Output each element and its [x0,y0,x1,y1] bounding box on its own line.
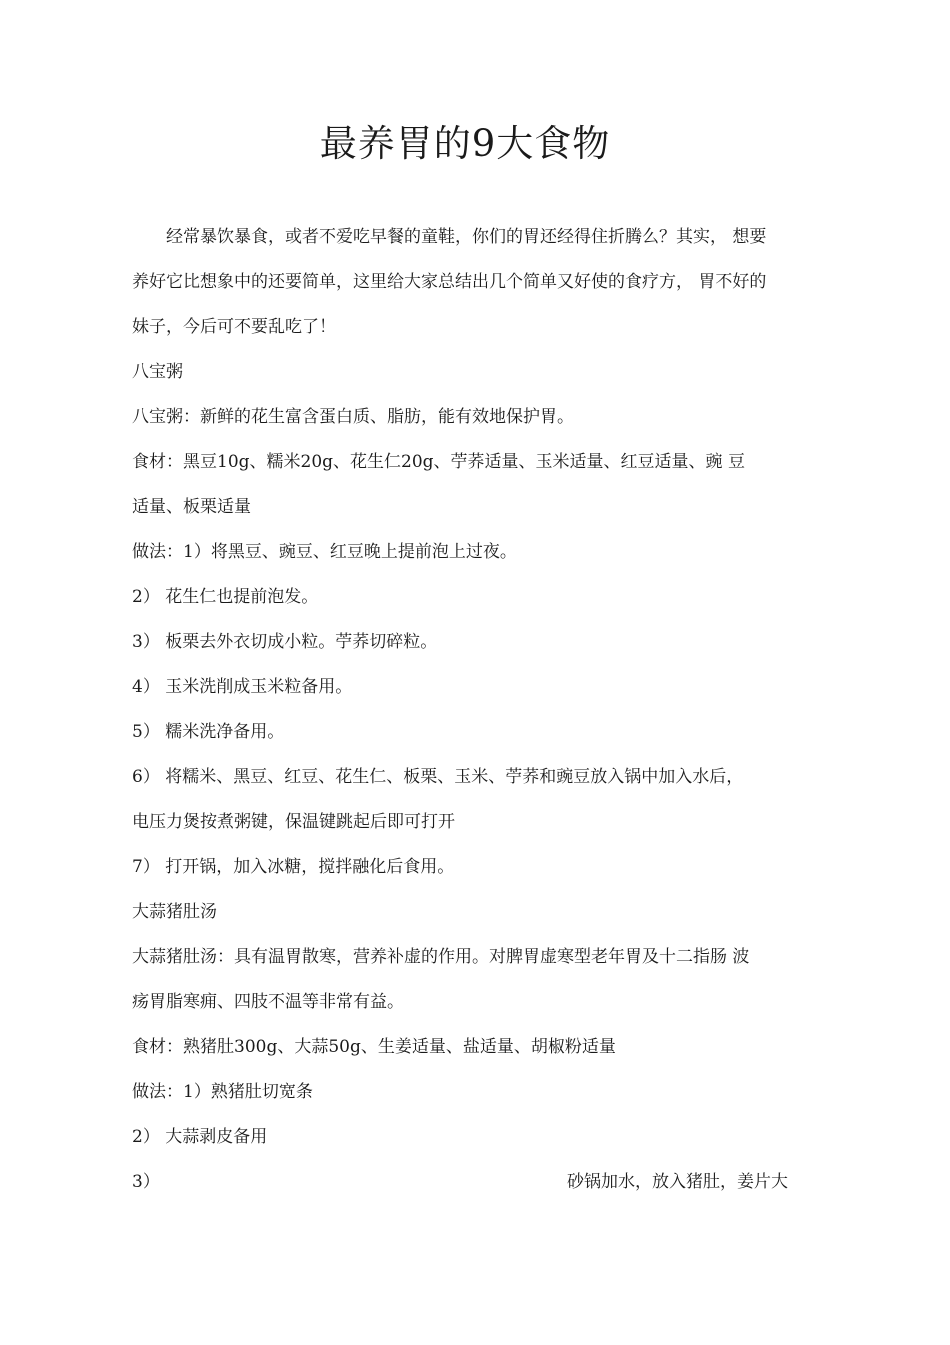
step-line: 做法：1）熟猪肚切宽条 [132,1082,313,1102]
step-line: 电压力煲按煮粥键，保温键跳起后即可打开 [132,812,455,832]
step-line: 2） 花生仁也提前泡发。 [132,587,319,607]
step-number: 3） [132,1172,160,1192]
step-line: 2） 大蒜剥皮备用 [132,1127,268,1147]
step-line: 3） 板栗去外衣切成小粒。苧荞切碎粒。 [132,632,438,652]
document-body [132,220,800,1210]
step-line-3 [132,1165,788,1210]
ingredients-line-1: 食材：黑豆10g、糯米20g、花生仁20g、苧荞适量、玉米适量、红豆适量、豌 豆 [132,452,745,472]
section-heading-babaozhou: 八宝粥 [132,362,183,382]
intro-line-3: 妹子，今后可不要乱吃了！ [132,317,336,337]
section-desc-babaozhou: 八宝粥：新鲜的花生富含蛋白质、脂肪，能有效地保护胃。 [132,407,574,427]
intro-line-2: 养好它比想象中的还要简单，这里给大家总结出几个简单又好使的食疗方， 胃不好的 [132,272,767,292]
step-line: 4） 玉米洗削成玉米粒备用。 [132,677,353,697]
step-line: 6） 将糯米、黑豆、红豆、花生仁、板栗、玉米、苧荞和豌豆放入锅中加入水后， [132,767,744,787]
step-text: 砂锅加水，放入猪肚，姜片大 [567,1172,788,1192]
section-desc-line-2: 疡胃脂寒痈、四肢不温等非常有益。 [132,992,404,1012]
intro-line-1: 经常暴饮暴食，或者不爱吃早餐的童鞋，你们的胃还经得住折腾么？其实， 想要 [166,227,767,247]
step-line: 做法：1）将黑豆、豌豆、红豆晚上提前泡上过夜。 [132,542,517,562]
ingredients-line: 食材：熟猪肚300g、大蒜50g、生姜适量、盐适量、胡椒粉适量 [132,1037,616,1057]
ingredients-line-2: 适量、板栗适量 [132,497,251,517]
section-heading-dasuan-zhudu-tang: 大蒜猪肚汤 [132,902,217,922]
section-desc-line-1: 大蒜猪肚汤：具有温胃散寒，营养补虚的作用。对脾胃虚寒型老年胃及十二指肠 波 [132,947,750,967]
step-line: 7） 打开锅，加入冰糖，搅拌融化后食用。 [132,857,455,877]
step-line: 5） 糯米洗净备用。 [132,722,285,742]
document-title: 最养胃的9大食物 [319,122,611,165]
